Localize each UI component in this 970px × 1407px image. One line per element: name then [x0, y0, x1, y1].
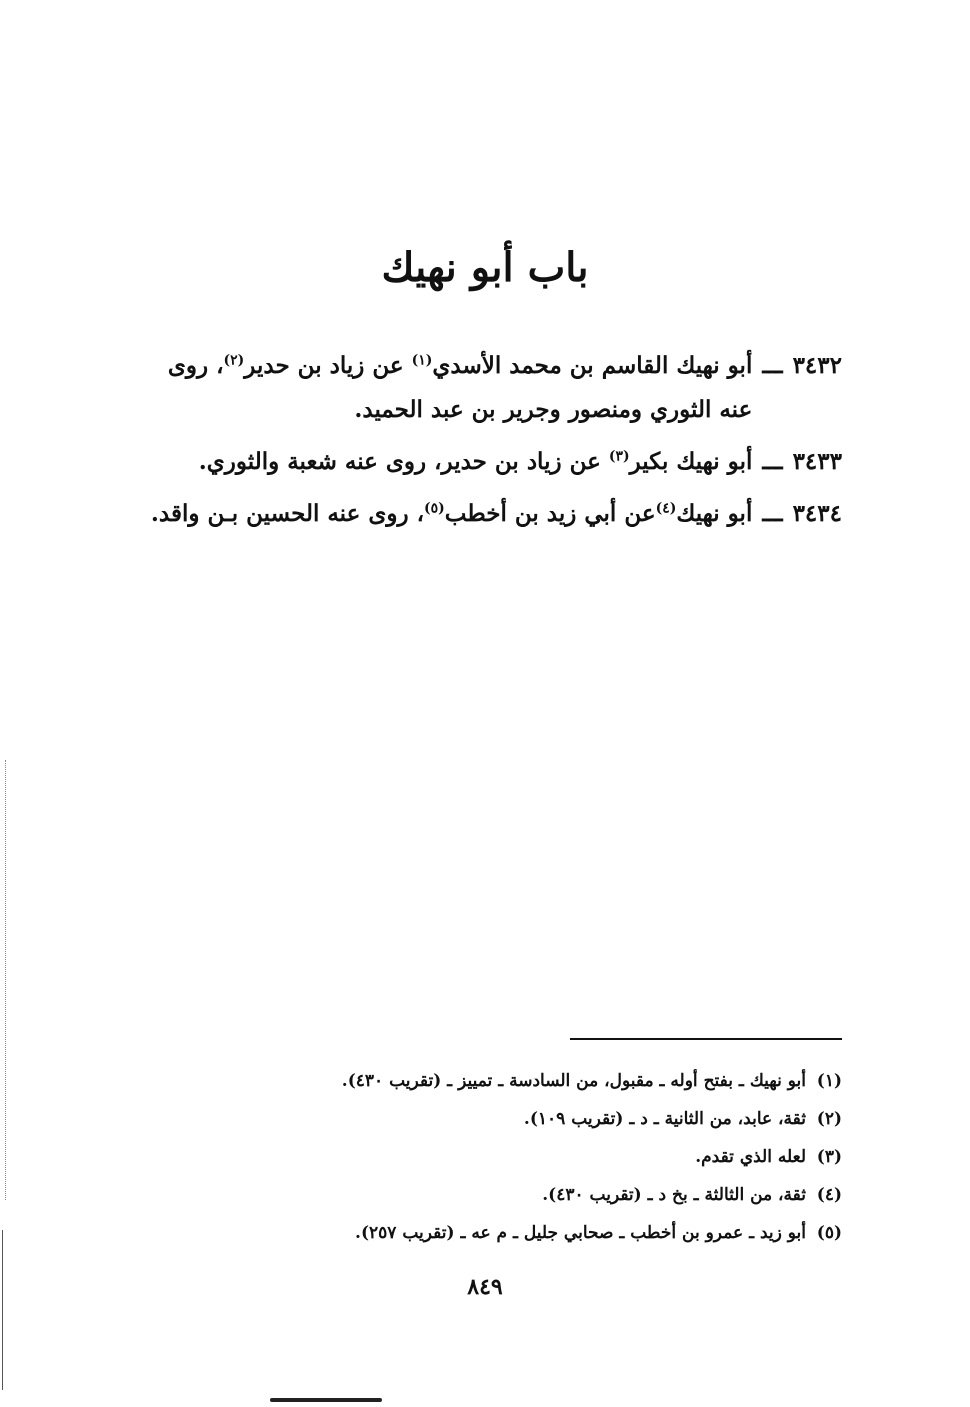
- entry-3433: [142, 440, 842, 484]
- entry-text-part: أبو نهيك بكير: [629, 448, 753, 475]
- footnote: [242, 1176, 842, 1214]
- entry-text: [142, 492, 752, 536]
- entry-number: ٣٤٣٤: [792, 500, 842, 527]
- entry-text-part: أبو نهيك القاسم بن محمد الأسدي: [432, 352, 753, 379]
- entry-dash: ـــ: [762, 352, 783, 379]
- footnote-separator: [570, 1038, 842, 1040]
- entry-dash: ـــ: [762, 448, 783, 475]
- footnote-ref: (٥): [424, 500, 445, 517]
- entry-dash: ـــ: [762, 500, 783, 527]
- entry-number: ٣٤٣٣: [792, 448, 842, 475]
- footnote-ref: (١): [411, 352, 433, 369]
- footnote: [242, 1062, 842, 1100]
- footnote-text: أبو زيد ـ عمرو بن أخطب ـ صحابي جليل ـ م عه ـ (تقريب ٢٥٧).: [355, 1223, 806, 1243]
- entry-3432: [142, 344, 842, 432]
- entry-text: [142, 344, 752, 432]
- page-number: ٨٤٩: [467, 1274, 503, 1300]
- footnote-ref: (٤): [655, 500, 677, 517]
- entry-text-part: عن أبي زيد بن أخطب: [444, 500, 656, 527]
- footnote-number: (٢): [816, 1109, 842, 1129]
- footnote-text: ثقة، من الثالثة ـ بخ د ـ (تقريب ٤٣٠).: [542, 1185, 806, 1205]
- footnotes-list: [242, 1062, 842, 1252]
- entry-3434: [142, 492, 842, 536]
- entry-text-part: ، روى عنه الحسين بـن واقد.: [150, 500, 424, 527]
- footnote-number: (٤): [816, 1185, 842, 1205]
- footnote-number: (٥): [816, 1223, 842, 1243]
- footnote-ref: (٢): [223, 352, 245, 369]
- entry-number: ٣٤٣٢: [792, 352, 842, 379]
- entry-text-part: أبو نهيك: [676, 500, 753, 527]
- footnote-ref: (٣): [608, 448, 630, 465]
- entry-text-part: عن زياد بن حدير، روى عنه شعبة والثوري.: [198, 448, 609, 475]
- footnote: [242, 1214, 842, 1252]
- footnote-text: ثقة، عابد، من الثانية ـ د ـ (تقريب ١٠٩).: [523, 1109, 806, 1129]
- footnote: [242, 1138, 842, 1176]
- scan-bottom-mark: [270, 1398, 382, 1402]
- scan-edge-mark: [2, 1230, 3, 1390]
- entries-list: [142, 344, 842, 544]
- scan-edge-mark: [5, 760, 6, 1200]
- entry-text: [142, 440, 752, 484]
- entry-text-part: عن زياد بن حدير: [244, 352, 412, 379]
- footnote-number: (١): [816, 1071, 842, 1091]
- footnote-text: أبو نهيك ـ بفتح أوله ـ مقبول، من السادسة ـ تمييز ـ (تقريب ٤٣٠).: [341, 1071, 806, 1091]
- footnote: [242, 1100, 842, 1138]
- chapter-title: باب أبو نهيك: [381, 244, 589, 291]
- footnote-number: (٣): [816, 1147, 842, 1167]
- footnote-text: لعله الذي تقدم.: [695, 1147, 806, 1167]
- entry-text-part: ، روى عنه الثوري ومنصور وجرير بن عبد الحميد.: [167, 352, 753, 423]
